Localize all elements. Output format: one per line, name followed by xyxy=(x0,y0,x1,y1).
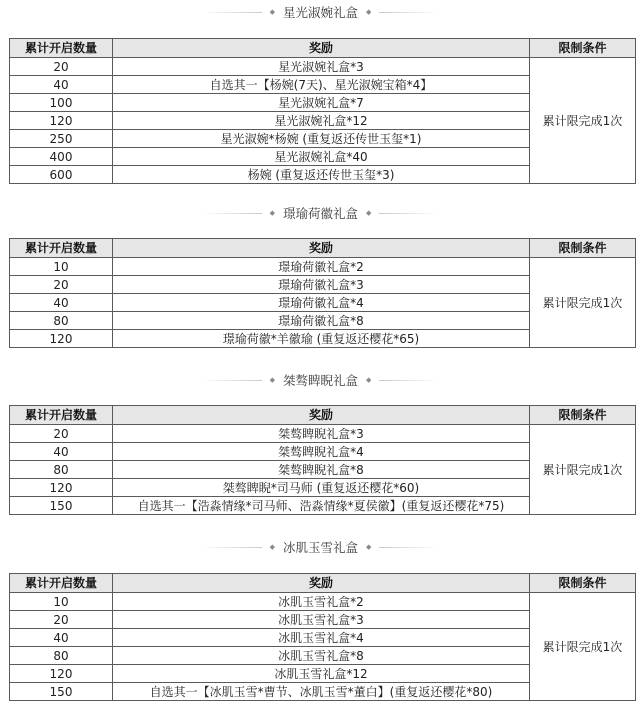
cell-reward: 星光淑婉礼盒*12 xyxy=(113,112,530,130)
title-divider-right xyxy=(379,380,439,381)
cell-reward: 桀骜睥睨*司马师 (重复返还樱花*60) xyxy=(113,479,530,497)
cell-count: 120 xyxy=(10,665,113,683)
cell-count: 600 xyxy=(10,166,113,184)
title-divider-right xyxy=(379,213,439,214)
section-title-bar xyxy=(0,203,641,223)
cell-count: 10 xyxy=(10,258,113,276)
cell-count: 40 xyxy=(10,443,113,461)
header-limit: 限制条件 xyxy=(530,39,636,58)
header-count: 累计开启数量 xyxy=(10,406,113,425)
table-header-row xyxy=(10,406,636,425)
header-reward: 奖励 xyxy=(113,39,530,58)
cell-reward: 璟瑜荷徽礼盒*3 xyxy=(113,276,530,294)
cell-count: 20 xyxy=(10,611,113,629)
table-header-row xyxy=(10,574,636,593)
cell-count: 20 xyxy=(10,276,113,294)
diamond-icon: ◆ xyxy=(269,375,275,384)
cell-count: 120 xyxy=(10,112,113,130)
cell-count: 20 xyxy=(10,58,113,76)
cell-reward: 璟瑜荷徽礼盒*4 xyxy=(113,294,530,312)
diamond-icon: ◆ xyxy=(366,375,372,384)
cell-count: 40 xyxy=(10,76,113,94)
cell-reward: 星光淑婉礼盒*3 xyxy=(113,58,530,76)
reward-table xyxy=(9,238,636,348)
header-limit: 限制条件 xyxy=(530,406,636,425)
section-title: 桀骜睥睨礼盒 xyxy=(282,373,358,388)
cell-reward: 冰肌玉雪礼盒*3 xyxy=(113,611,530,629)
cell-reward: 星光淑婉礼盒*7 xyxy=(113,94,530,112)
diamond-icon: ◆ xyxy=(366,542,372,551)
cell-count: 80 xyxy=(10,312,113,330)
table-row xyxy=(10,258,636,276)
cell-reward: 桀骜睥睨礼盒*4 xyxy=(113,443,530,461)
cell-count: 120 xyxy=(10,330,113,348)
diamond-icon: ◆ xyxy=(269,7,275,16)
cell-reward: 冰肌玉雪礼盒*2 xyxy=(113,593,530,611)
cell-count: 80 xyxy=(10,461,113,479)
title-divider-left xyxy=(202,12,262,13)
header-limit: 限制条件 xyxy=(530,239,636,258)
section-title-bar xyxy=(0,537,641,557)
cell-reward: 冰肌玉雪礼盒*4 xyxy=(113,629,530,647)
cell-count: 40 xyxy=(10,294,113,312)
header-count: 累计开启数量 xyxy=(10,239,113,258)
cell-reward: 璟瑜荷徽*羊徽瑜 (重复返还樱花*65) xyxy=(113,330,530,348)
reward-table xyxy=(9,405,636,515)
cell-count: 80 xyxy=(10,647,113,665)
reward-table xyxy=(9,38,636,184)
title-divider-left xyxy=(202,547,262,548)
section-title-bar xyxy=(0,370,641,390)
cell-count: 100 xyxy=(10,94,113,112)
header-reward: 奖励 xyxy=(113,574,530,593)
cell-reward: 璟瑜荷徽礼盒*2 xyxy=(113,258,530,276)
cell-count: 10 xyxy=(10,593,113,611)
header-reward: 奖励 xyxy=(113,406,530,425)
table-row xyxy=(10,425,636,443)
section-title: 璟瑜荷徽礼盒 xyxy=(282,206,358,221)
cell-reward: 璟瑜荷徽礼盒*8 xyxy=(113,312,530,330)
cell-limit: 累计限完成1次 xyxy=(530,425,636,515)
reward-table xyxy=(9,573,636,701)
diamond-icon: ◆ xyxy=(366,208,372,217)
diamond-icon: ◆ xyxy=(269,542,275,551)
title-divider-right xyxy=(379,12,439,13)
header-reward: 奖励 xyxy=(113,239,530,258)
table-row xyxy=(10,58,636,76)
cell-count: 40 xyxy=(10,629,113,647)
cell-reward: 自选其一【浩淼情缘*司马师、浩淼情缘*夏侯徽】(重复返还樱花*75) xyxy=(113,497,530,515)
header-count: 累计开启数量 xyxy=(10,39,113,58)
header-limit: 限制条件 xyxy=(530,574,636,593)
cell-count: 150 xyxy=(10,497,113,515)
cell-reward: 冰肌玉雪礼盒*12 xyxy=(113,665,530,683)
title-divider-left xyxy=(202,213,262,214)
cell-count: 150 xyxy=(10,683,113,701)
section-title-bar xyxy=(0,2,641,22)
cell-reward: 星光淑婉*杨婉 (重复返还传世玉玺*1) xyxy=(113,130,530,148)
cell-reward: 杨婉 (重复返还传世玉玺*3) xyxy=(113,166,530,184)
cell-reward: 冰肌玉雪礼盒*8 xyxy=(113,647,530,665)
cell-count: 120 xyxy=(10,479,113,497)
diamond-icon: ◆ xyxy=(366,7,372,16)
diamond-icon: ◆ xyxy=(269,208,275,217)
cell-reward: 星光淑婉礼盒*40 xyxy=(113,148,530,166)
cell-limit: 累计限完成1次 xyxy=(530,593,636,701)
cell-limit: 累计限完成1次 xyxy=(530,258,636,348)
cell-count: 250 xyxy=(10,130,113,148)
section-title: 冰肌玉雪礼盒 xyxy=(282,540,358,555)
cell-reward: 自选其一【冰肌玉雪*曹节、冰肌玉雪*董白】(重复返还樱花*80) xyxy=(113,683,530,701)
cell-reward: 桀骜睥睨礼盒*8 xyxy=(113,461,530,479)
table-header-row xyxy=(10,239,636,258)
cell-limit: 累计限完成1次 xyxy=(530,58,636,184)
title-divider-left xyxy=(202,380,262,381)
cell-reward: 桀骜睥睨礼盒*3 xyxy=(113,425,530,443)
cell-count: 400 xyxy=(10,148,113,166)
header-count: 累计开启数量 xyxy=(10,574,113,593)
table-row xyxy=(10,593,636,611)
section-title: 星光淑婉礼盒 xyxy=(282,5,358,20)
cell-reward: 自选其一【杨婉(7天)、星光淑婉宝箱*4】 xyxy=(113,76,530,94)
cell-count: 20 xyxy=(10,425,113,443)
title-divider-right xyxy=(379,547,439,548)
table-header-row xyxy=(10,39,636,58)
